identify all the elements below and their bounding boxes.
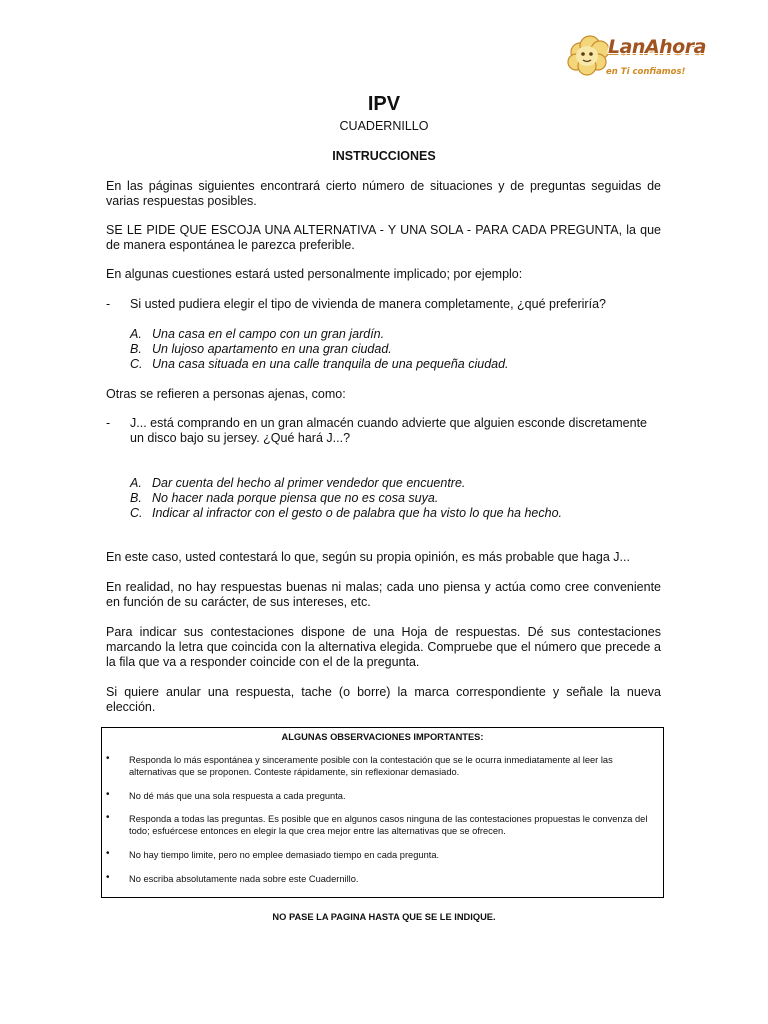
paragraph-cancel-answer: Si quiere anular una respuesta, tache (o borre) la marca correspondiente y señale la nueva elección. — [106, 685, 661, 714]
paragraph-example-intro: En algunas cuestiones estará usted personalmente implicado; por ejemplo: — [106, 267, 523, 281]
list-dash: - — [106, 297, 111, 311]
list-item: C. Indicar al infractor con el gesto o de palabra que ha visto lo que ha hecho. — [130, 506, 562, 520]
bullet-icon: • — [106, 753, 110, 764]
observations-title: ALGUNAS OBSERVACIONES IMPORTANTES: — [281, 732, 484, 742]
footer-notice: NO PASE LA PAGINA HASTA QUE SE LE INDIQUE. — [272, 912, 496, 922]
example-options-1 — [130, 327, 670, 372]
list-item: B. Un lujoso apartamento en una gran ciudad. — [130, 342, 392, 356]
list-dash: - — [106, 416, 111, 430]
bullet-icon: • — [106, 789, 110, 800]
paragraph-instruction: SE LE PIDE QUE ESCOJA UNA ALTERNATIVA - Y UNA SOLA - PARA CADA PREGUNTA, la que de manera espontánea le parezca preferible. — [106, 223, 661, 252]
bullet-icon: • — [106, 812, 110, 823]
page-subtitle: CUADERNILLO — [339, 119, 429, 133]
bullet-icon: • — [106, 872, 110, 883]
observations-box: ALGUNAS OBSERVACIONES IMPORTANTES: • Responda lo más espontánea y sinceramente posible con la contestación que se le ocurra inmediatamente al leer las alternativas que se proponen. Conteste rápidamente, sin reflexionar demasiado. • No dé más que una sola respuesta a cada pregunta. • Responda a todas las preguntas. Es posible que en algunos casos ninguna de las contestaciones propuestas le convenza del todo; esfuércese entonces en elegir la que crea mejor entre las alternativas que se ofrecen. • No hay tiempo limite, pero no emplee demasiado tiempo en cada pregunta. • No escriba absolutamente nada sobre este Cuadernillo. — [101, 727, 664, 898]
paragraph-no-wrong-answers: En realidad, no hay respuestas buenas ni malas; cada uno piensa y actúa como cree conveniente en función de su carácter, de sus intereses, etc. — [106, 580, 661, 609]
logo-name: LanAhora — [608, 36, 706, 58]
list-item: C. Una casa situada en una calle tranquila de una pequeña ciudad. — [130, 357, 509, 371]
paragraph-case: En este caso, usted contestará lo que, según su propia opinión, es más probable que haga J... — [106, 550, 630, 564]
list-item: B. No hacer nada porque piensa que no es cosa suya. — [130, 491, 439, 505]
list-item: A. Una casa en el campo con un gran jardín. — [130, 327, 385, 341]
section-heading: INSTRUCCIONES — [332, 149, 436, 163]
example-question-2: J... está comprando en un gran almacén cuando advierte que alguien esconde discretamente un disco bajo su jersey. ¿Qué hará J...? — [130, 416, 647, 445]
logo-tagline: en Ti confiamos! — [606, 67, 686, 77]
example-options-2 — [130, 476, 670, 521]
paragraph-intro: En las páginas siguientes encontrará cierto número de situaciones y de preguntas seguidas de varias respuestas posibles. — [106, 179, 661, 208]
page-title: IPV — [367, 93, 401, 115]
example-question-1: Si usted pudiera elegir el tipo de vivienda de manera completamente, ¿qué preferiría? — [130, 297, 606, 311]
lanahora-logo — [562, 30, 712, 86]
paragraph-others: Otras se refieren a personas ajenas, como: — [106, 387, 346, 401]
paragraph-answer-sheet: Para indicar sus contestaciones dispone de una Hoja de respuestas. Dé sus contestaciones marcando la letra que coincida con la alternativa elegida. Compruebe que el número que precede a la fila que va a responder coincide con el de la pregunta. — [106, 625, 661, 669]
list-item: A. Dar cuenta del hecho al primer vendedor que encuentre. — [130, 476, 466, 490]
bullet-icon: • — [106, 848, 110, 859]
